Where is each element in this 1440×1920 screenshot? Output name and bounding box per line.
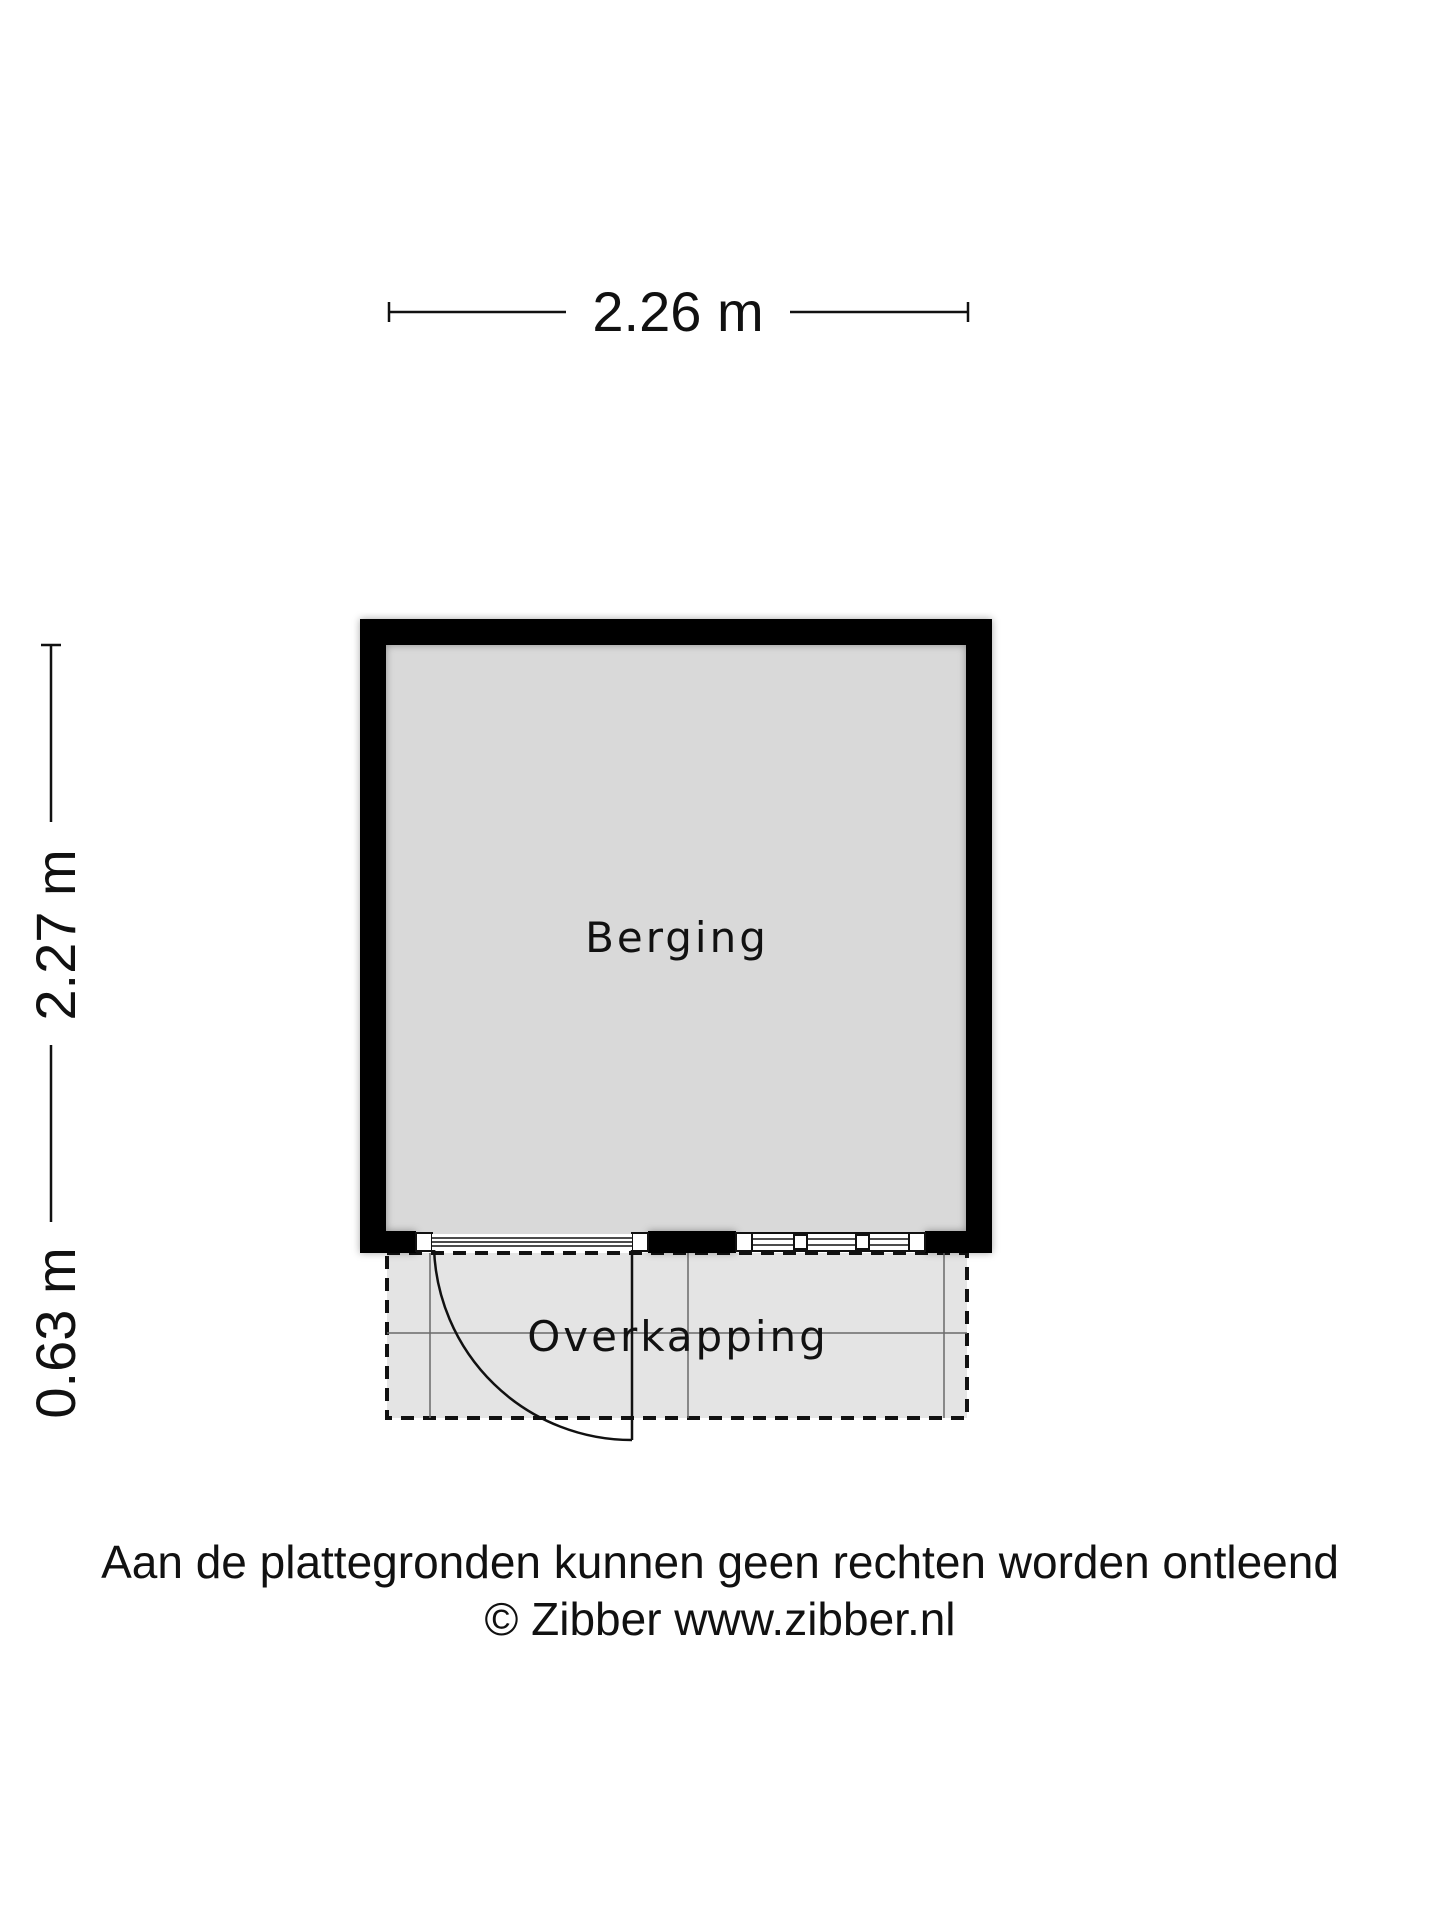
- width-dimension: [389, 280, 968, 343]
- window-post: [794, 1235, 807, 1249]
- window-post: [856, 1235, 869, 1249]
- room-label-berging: Berging: [585, 913, 769, 962]
- wall-bottom-left: [360, 1231, 416, 1253]
- footer-disclaimer: Aan de plattegronden kunnen geen rechten worden ontleend: [101, 1536, 1339, 1588]
- wall-left: [360, 619, 386, 1253]
- wall-bottom-middle: [648, 1231, 736, 1253]
- overkapping-depth-label: 0.63 m: [24, 1247, 87, 1419]
- door-opening: [416, 1233, 648, 1251]
- door-frame-left: [416, 1233, 432, 1251]
- footer-copyright: © Zibber www.zibber.nl: [484, 1593, 956, 1645]
- berging-room: [360, 619, 992, 1253]
- height-dimension: [24, 645, 87, 1419]
- width-dimension-label: 2.26 m: [592, 280, 764, 343]
- window: [736, 1233, 925, 1251]
- height-dimension-label: 2.27 m: [24, 849, 87, 1021]
- door-frame-right: [632, 1233, 648, 1251]
- overkapping-area: [387, 1248, 967, 1440]
- wall-bottom-right: [925, 1231, 992, 1253]
- wall-right: [966, 619, 992, 1253]
- room-label-overkapping: Overkapping: [527, 1312, 829, 1361]
- wall-top: [360, 619, 992, 645]
- window-frame: [736, 1233, 925, 1251]
